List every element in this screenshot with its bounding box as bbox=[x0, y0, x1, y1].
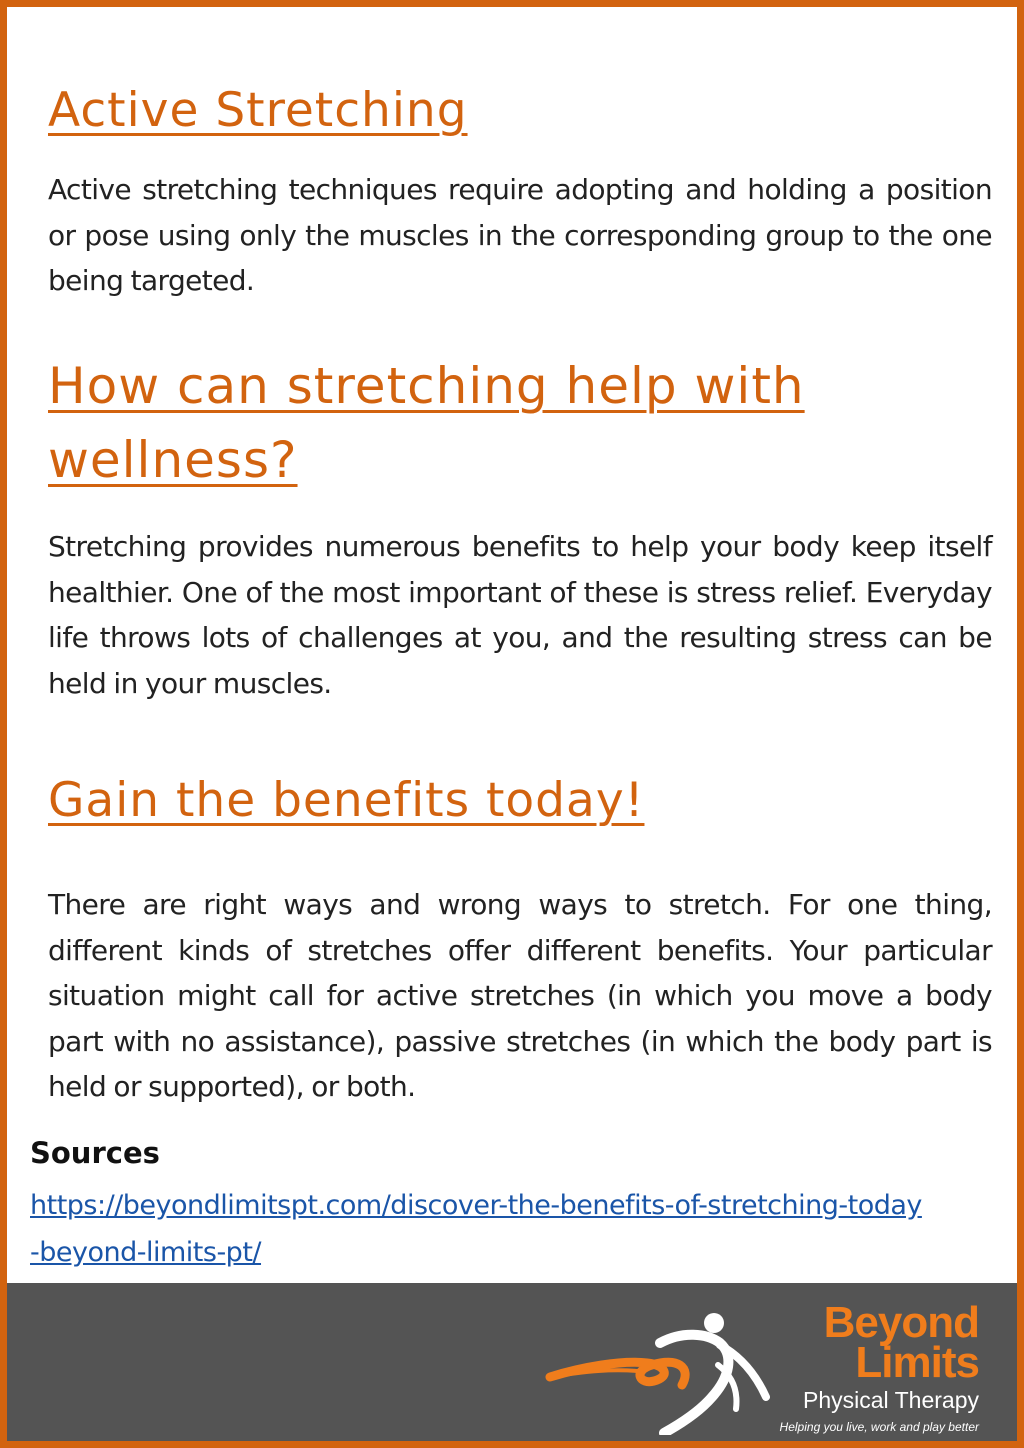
section-heading-gain-benefits: Gain the benefits today! bbox=[48, 773, 645, 828]
brand-name-line1: Beyond bbox=[823, 1298, 979, 1347]
brand-tagline: Helping you live, work and play better bbox=[779, 1420, 979, 1434]
footer-banner bbox=[7, 1283, 1017, 1448]
source-link[interactable]: https://beyondlimitspt.com/discover-the-benefits-of-stretching-today-beyond-limits-pt/ bbox=[30, 1190, 922, 1268]
brand-subtitle: Physical Therapy bbox=[803, 1387, 979, 1413]
section-body-active-stretching: Active stretching techniques require adopting and holding a position or pose using only the muscles in the corresponding group to the one being targeted. bbox=[48, 173, 992, 297]
running-figure-swoosh-icon bbox=[542, 1305, 772, 1435]
section-heading-active-stretching: Active Stretching bbox=[48, 83, 468, 138]
sources-label: Sources bbox=[30, 1136, 160, 1170]
brand-block bbox=[779, 1298, 979, 1437]
section-heading-wellness: How can stretching help with wellness? bbox=[48, 357, 805, 489]
section-body-gain-benefits: There are right ways and wrong ways to stretch. For one thing, different kinds of stretches offer different benefits. Your particular situation might call for active stretches (in which you move a body part with no assistance), passive stretches (in which the body part is held or supported), or both. bbox=[48, 888, 992, 1103]
section-body-wellness: Stretching provides numerous benefits to help your body keep itself healthier. One of the most important of these is stress relief. Everyday life throws lots of challenges at you, and the resulting stress can be held in your muscles. bbox=[48, 530, 992, 700]
brand-name-line2: Limits bbox=[855, 1338, 979, 1387]
